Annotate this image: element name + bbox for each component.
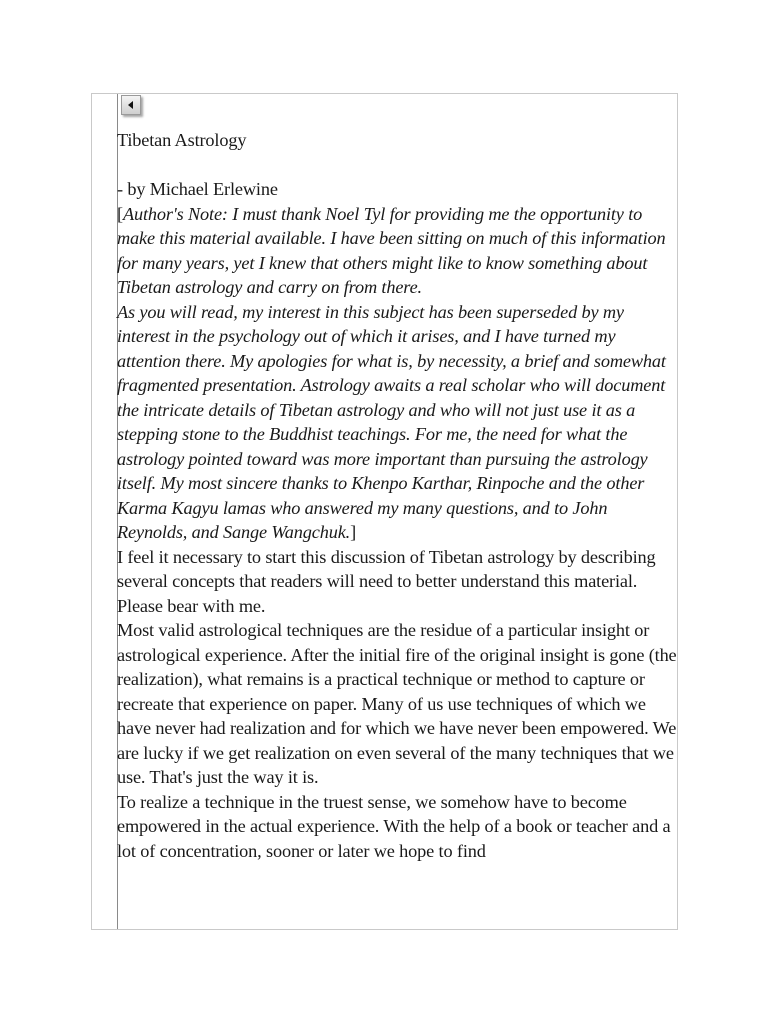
authors-note-paragraph-2	[117, 300, 678, 545]
back-button[interactable]	[121, 95, 141, 115]
body-paragraph-3: To realize a technique in the truest sense, we somehow have to become empowered in the actual experience. With the help of a book or teacher and a lot of concentration, sooner or later we hope to find	[117, 791, 671, 861]
body-paragraph-1: I feel it necessary to start this discussion of Tibetan astrology by describing several concepts that readers will need to better understand this material. Please bear with me.	[117, 546, 656, 616]
document-page	[91, 93, 678, 930]
left-arrow-icon	[128, 101, 133, 109]
document-byline: - by Michael Erlewine	[117, 179, 278, 199]
note-open-bracket: [	[117, 203, 123, 224]
note-close-bracket: ]	[350, 522, 357, 542]
document-title: Tibetan Astrology	[117, 130, 247, 150]
body-paragraph-2: Most valid astrological techniques are the residue of a particular insight or astrological experience. After the initial fire of the original insight is gone (the realization), what remains is a practical technique or method to capture or recreate that experience on paper. Many of us use techniques of which we have never had realization and for which we have never been empowered. We are lucky if we get realization on even several of the many techniques that we use. That's just the way it is.	[117, 620, 677, 787]
authors-note-text-2: As you will read, my interest in this subject has been superseded by my interest in the psychology out of which it arises, and I have turned my attention there. My apologies for what is, by necessity, a brief and somewhat fragmented presentation. Astrology awaits a real scholar who will document the intricate details of Tibetan astrology and who will not just use it as a stepping stone to the Buddhist teachings. For me, the need for what the astrology pointed toward was more important than pursuing the astrology itself. My most sincere thanks to Khenpo Karthar, Rinpoche and the other Karma Kagyu lamas who answered my many questions, and to John Reynolds, and Sange Wangchuk.	[117, 301, 666, 542]
authors-note-paragraph-1	[117, 202, 678, 300]
document-content	[117, 128, 678, 863]
authors-note-text-1: Author's Note: I must thank Noel Tyl for providing me the opportunity to make this material available. I have been sitting on much of this information for many years, yet I knew that others might like to know something about Tibetan astrology and carry on from there.	[117, 203, 666, 297]
